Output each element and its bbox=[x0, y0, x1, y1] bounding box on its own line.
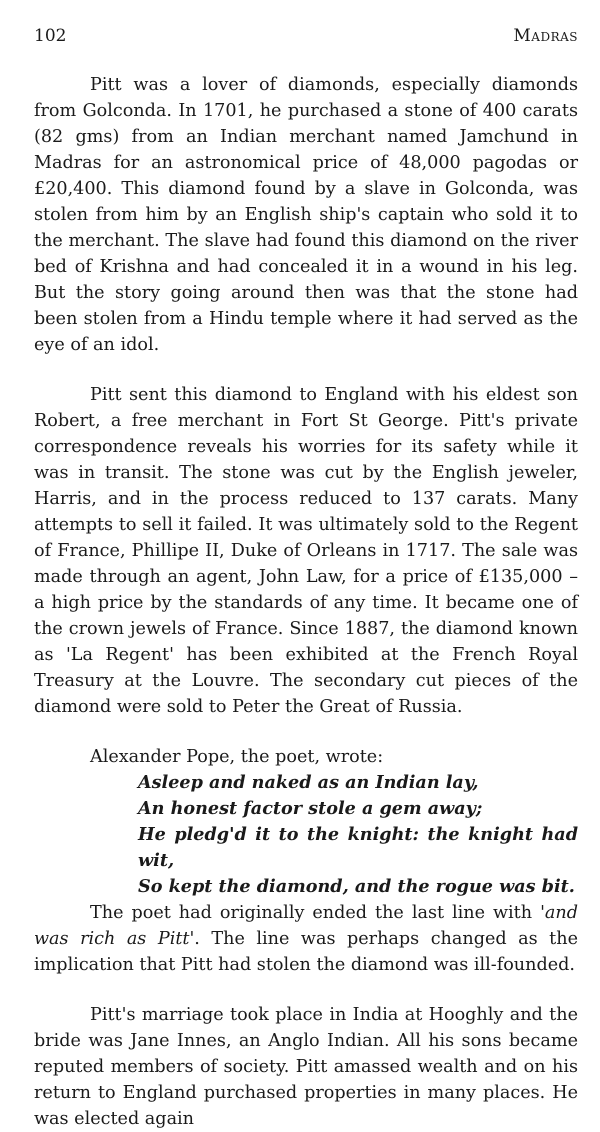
verse-line: He pledg'd it to the knight: the knight had wit, bbox=[138, 824, 578, 871]
poet-note-quote: 'and was rich as Pitt' bbox=[34, 903, 578, 949]
poet-note-after: . The line was perhaps changed as the implication that Pitt had stolen the diamond was ill-founded. bbox=[34, 929, 578, 975]
verse-line: So kept the diamond, and the rogue was bit. bbox=[138, 876, 575, 897]
paragraph-diamond-purchase: Pitt was a lover of diamonds, especially diamonds from Golconda. In 1701, he purchased a stone of 400 carats (82 gms) from an Indian merchant named Jamchund in Madras for an astronomical price of 48,000 pagodas or £20,400. This diamond found by a slave in Golconda, was stolen from him by an English ship's captain who sold it to the merchant. The slave had found this diamond on the river bed of Krishna and had concealed it in a wound in his leg. But the story going around then was that the stone had been stolen from a Hindu temple where it had served as the eye of an idol. bbox=[34, 75, 578, 355]
verse-line: An honest factor stole a gem away; bbox=[138, 798, 483, 819]
verse-block bbox=[34, 770, 578, 900]
quote-intro: Alexander Pope, the poet, wrote: bbox=[90, 747, 384, 767]
paragraph-diamond-sale: Pitt sent this diamond to England with his eldest son Robert, a free merchant in Fort St George. Pitt's private correspondence reveals his worries for its safety while it was in transit. The stone was cut by the English jeweler, Harris, and in the process reduced to 137 carats. Many attempts to sell it failed. It was ultimately sold to the Regent of France, Phillipe II, Duke of Orleans in 1717. The sale was made through an agent, John Law, for a price of £135,000 – a high price by the standards of any time. It became one of the crown jewels of France. Since 1887, the diamond known as 'La Regent' has been exhibited at the French Royal Treasury at the Louvre. The secondary cut pieces of the diamond were sold to Peter the Great of Russia. bbox=[34, 385, 578, 717]
paragraph-pitt-marriage: Pitt's marriage took place in India at Hooghly and the bride was Jane Innes, an Anglo Indian. All his sons became reputed members of society. Pitt amassed wealth and on his return to England purchased properties in many places. He was elected again bbox=[34, 1005, 578, 1129]
page-header bbox=[34, 26, 578, 46]
poet-note-before: The poet had originally ended the last line with bbox=[90, 903, 541, 923]
paragraph-poet-note bbox=[34, 900, 578, 978]
running-head: Madras bbox=[513, 26, 578, 46]
verse-line: Asleep and naked as an Indian lay, bbox=[138, 772, 479, 793]
page-number: 102 bbox=[34, 26, 67, 46]
page-body bbox=[34, 72, 578, 1132]
